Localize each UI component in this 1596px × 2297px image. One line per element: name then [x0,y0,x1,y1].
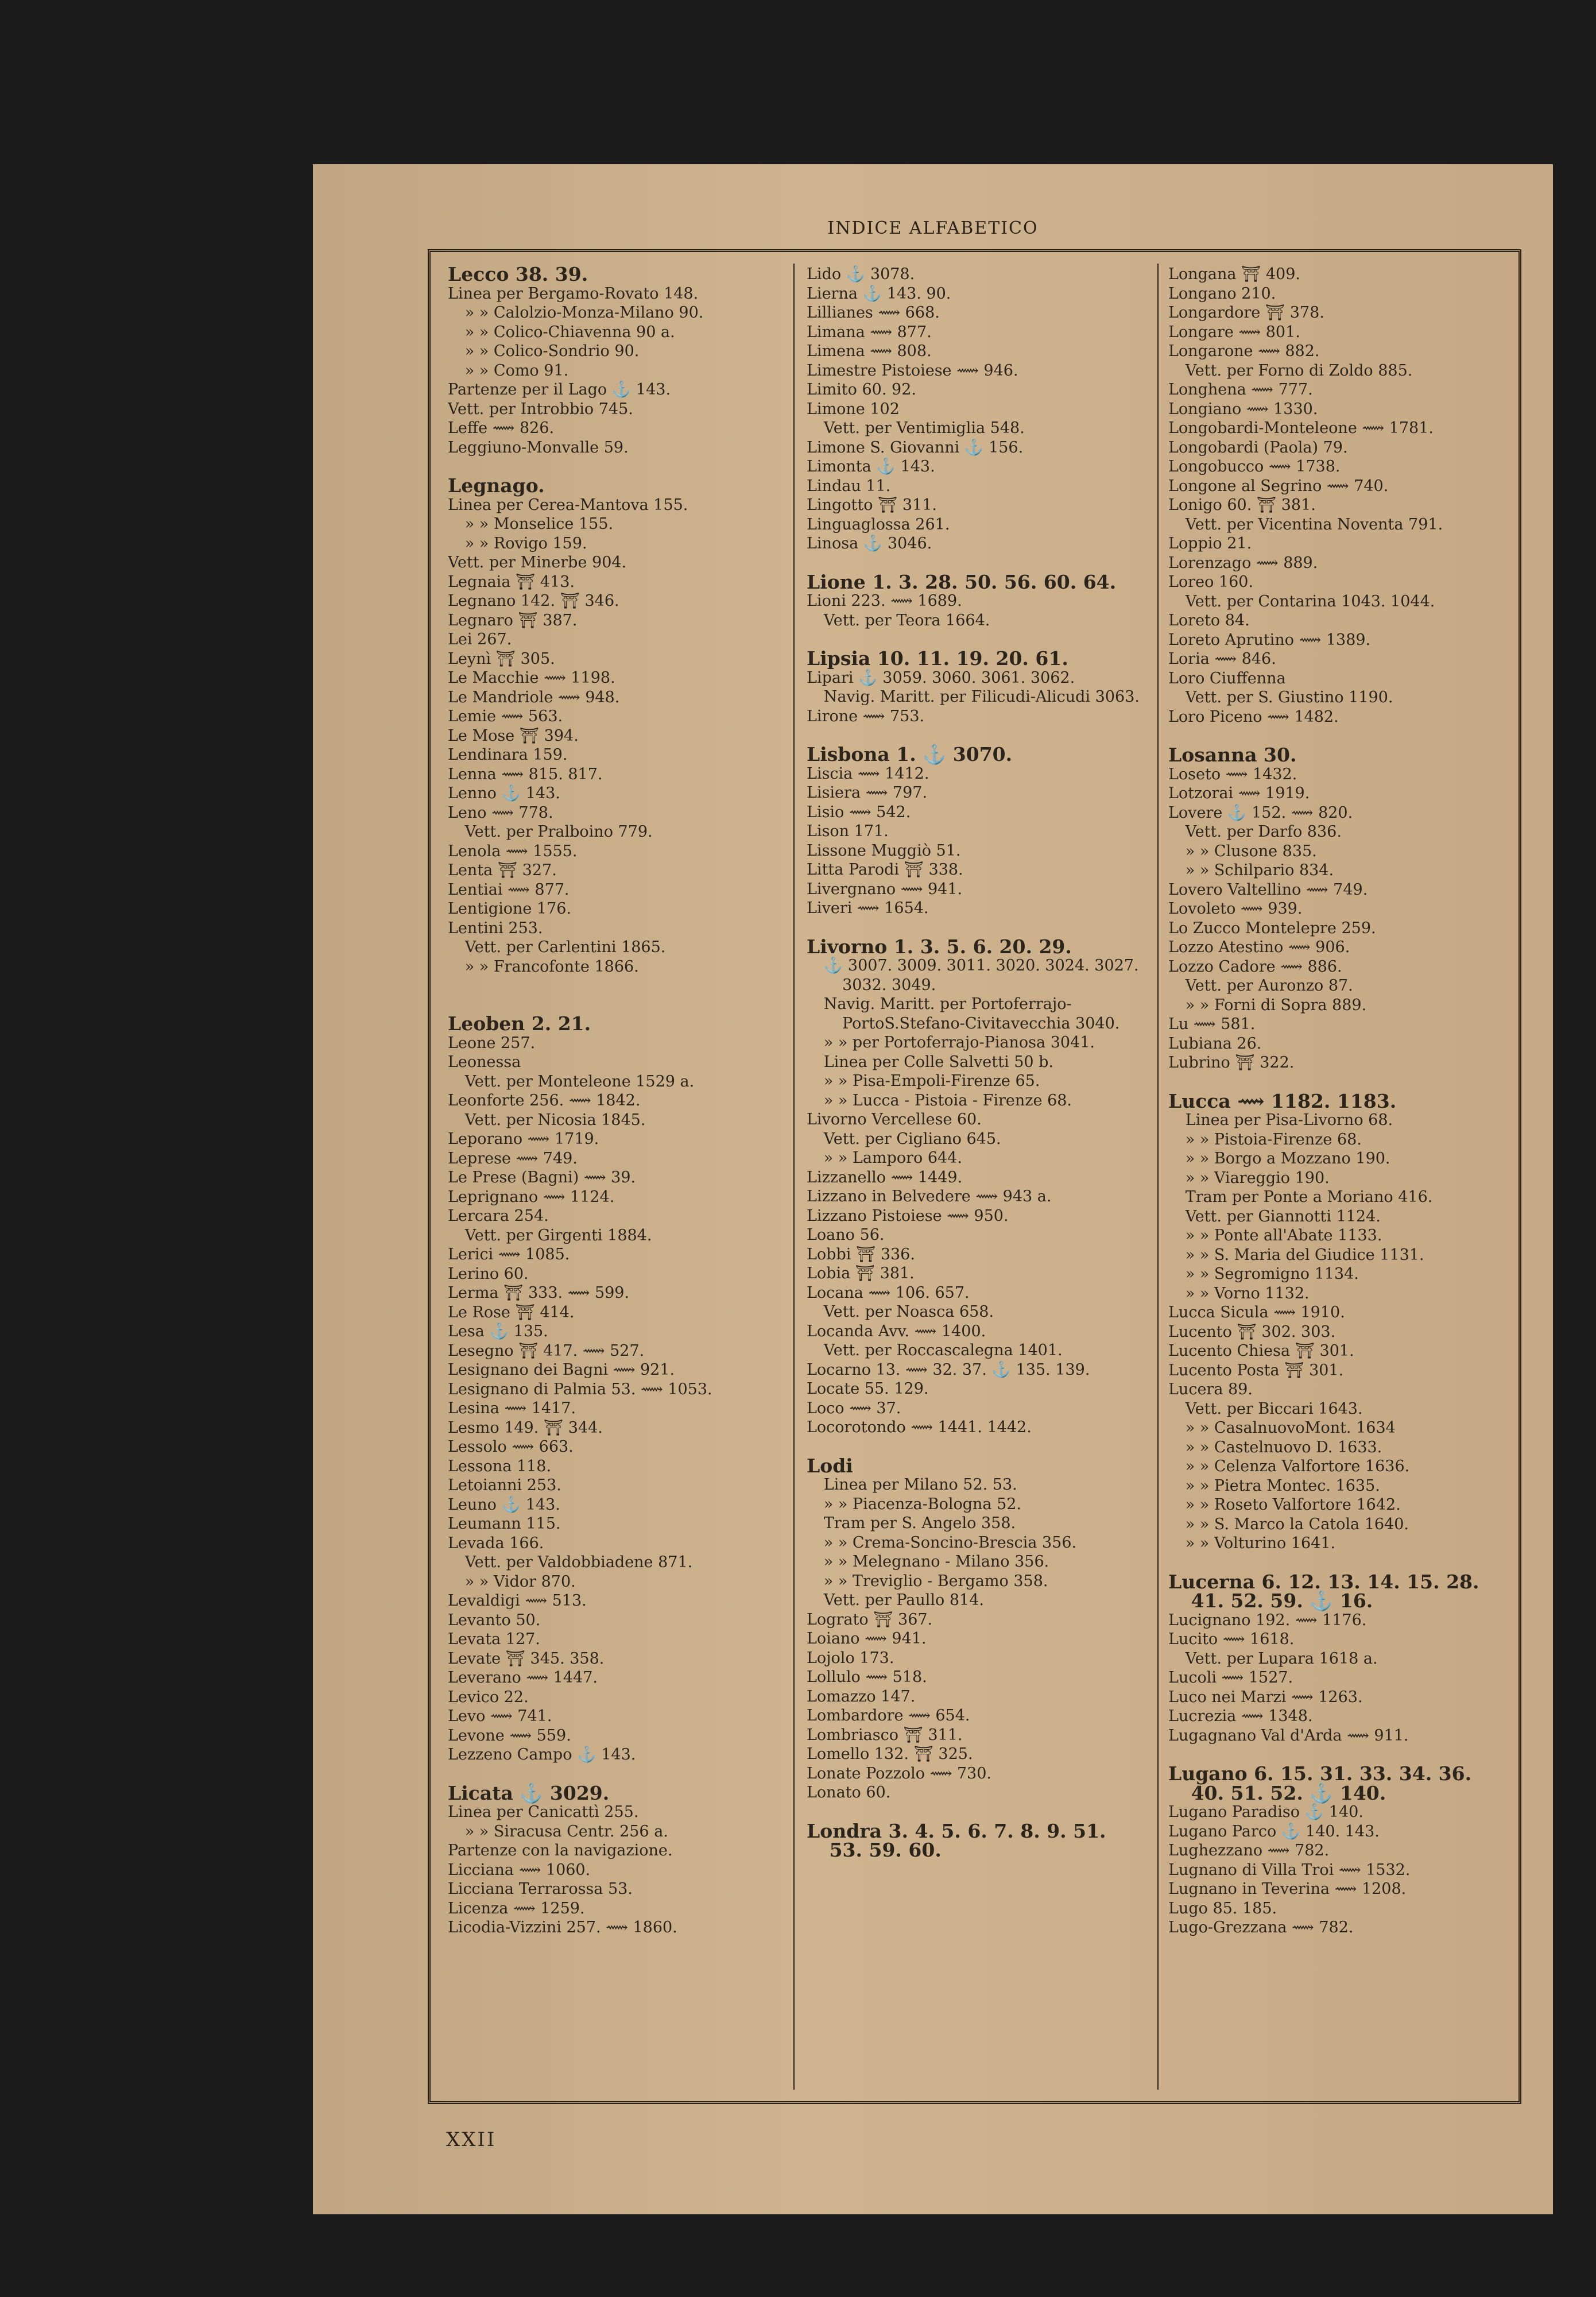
index-entry: Leonforte 256. ⟿ 1842. [448,1092,641,1109]
index-heading: Londra 3. 4. 5. 6. 7. 8. 9. 51. 53. 59. 60. [807,1819,1106,1861]
index-entry: Linguaglossa 261. [807,515,950,533]
index-entry: Lizzano Pistoiese ⟿ 950. [807,1206,1009,1225]
index-subentry: » » Celenza Valfortore 1636. [1185,1457,1410,1475]
index-entry: Lingotto ⛩ 311. [807,496,938,514]
index-subentry: » » Schilpario 834. [1185,861,1334,879]
index-entry: Longana ⛩ 409. [1168,265,1301,283]
index-entry: Lugagnano Val d'Arda ⟿ 911. [1168,1726,1409,1745]
index-entry: Limana ⟿ 877. [807,323,932,341]
index-subentry: » » Clusone 835. [1185,842,1317,860]
index-heading: Licata ⚓ 3029. [448,1781,610,1804]
index-entry: Leporano ⟿ 1719. [448,1130,599,1148]
index-subentry: » » Monselice 155. [464,515,614,533]
index-subentry: » » Viareggio 190. [1185,1169,1330,1187]
index-entry: Lirone ⟿ 753. [807,707,925,725]
index-entry: Lillianes ⟿ 668. [807,304,940,322]
index-entry: Lemie ⟿ 563. [448,707,563,725]
index-subentry: » » S. Marco la Catola 1640. [1185,1515,1409,1533]
index-entry: Lonato 60. [807,1784,891,1801]
index-entry: Lojolo 173. [807,1649,894,1667]
index-entry: Linea per Canicattì 255. [448,1803,639,1821]
index-entry: Le Mose ⛩ 394. [448,726,579,745]
index-entry: Longhena ⟿ 777. [1168,381,1313,399]
index-entry: Lubrino ⛩ 322. [1168,1054,1295,1072]
section-gap [448,976,781,995]
index-entry: Lesegno ⛩ 417. ⟿ 527. [448,1341,645,1360]
index-subentry: » » Pistoia-Firenze 68. [1185,1130,1362,1148]
index-entry: Lugano Paradiso ⚓ 140. [1168,1803,1363,1821]
index-entry: Leuno ⚓ 143. [448,1495,560,1514]
index-entry: Legnaro ⛩ 387. [448,611,578,629]
index-subentry: Vett. per Contarina 1043. 1044. [1185,592,1435,610]
index-frame [428,249,1521,2104]
index-entry: Lugo-Grezzana ⟿ 782. [1168,1919,1354,1936]
index-entry: Litta Parodi ⛩ 338. [807,861,963,879]
index-entry: Levada 166. [448,1534,544,1552]
index-entry: Loppio 21. [1168,535,1252,552]
index-subentry: Vett. per Forno di Zoldo 885. [1185,361,1413,380]
index-entry: Lugo 85. 185. [1168,1899,1277,1917]
index-subentry: Vett. per Paullo 814. [823,1591,984,1609]
index-entry: Loria ⟿ 846. [1168,650,1276,668]
index-entry: Licciana Terrarossa 53. [448,1880,633,1898]
index-subentry: Vett. per Giannotti 1124. [1185,1207,1381,1225]
index-entry: Loco ⟿ 37. [807,1399,901,1417]
index-entry: Lucignano 192. ⟿ 1176. [1168,1611,1367,1629]
index-heading: Lucerna 6. 12. 13. 14. 15. 28. 41. 52. 59. ⚓ 16. [1168,1570,1479,1612]
index-subentry: » » Pisa-Empoli-Firenze 65. [823,1072,1040,1090]
index-subentry: Navig. Maritt. per Portoferrajo-PortoS.Stefano-Civitavecchia 3040. [823,995,1120,1033]
index-entry: Luco nei Marzi ⟿ 1263. [1168,1688,1363,1706]
index-entry: Levone ⟿ 559. [448,1726,571,1745]
index-subentry: Vett. per S. Giustino 1190. [1185,689,1393,706]
index-entry: Lerino 60. [448,1264,529,1283]
index-entry: Loro Ciuffenna [1168,669,1286,687]
index-entry: Longarone ⟿ 882. [1168,342,1320,360]
index-entry: Lei 267. [448,631,512,648]
index-subentry: » » Vidor 870. [464,1572,576,1591]
index-entry: Licenza ⟿ 1259. [448,1899,585,1917]
index-entry: Lenta ⛩ 327. [448,861,557,879]
index-subentry: » » Colico-Sondrio 90. [464,342,640,360]
index-entry: Licciana ⟿ 1060. [448,1861,591,1879]
index-subentry: » » Melegnano - Milano 356. [823,1553,1049,1571]
index-page [313,164,1553,2214]
index-column-3 [1168,265,1507,2091]
index-subentry: » » Piacenza-Bologna 52. [823,1495,1022,1513]
index-subentry: » » Vorno 1132. [1185,1284,1310,1302]
index-entry: Leumann 115. [448,1515,561,1533]
index-entry: Le Macchie ⟿ 1198. [448,669,615,687]
index-entry: Lucento Posta ⛩ 301. [1168,1361,1344,1379]
index-entry: Lozzo Atestino ⟿ 906. [1168,938,1350,956]
index-entry: Lugnano in Teverina ⟿ 1208. [1168,1880,1407,1898]
index-entry: Leprignano ⟿ 1124. [448,1188,615,1206]
index-subentry: » » Roseto Valfortore 1642. [1185,1496,1401,1514]
section-gap [448,457,781,476]
index-entry: Longardore ⛩ 378. [1168,304,1324,322]
index-heading: Lugano 6. 15. 31. 33. 34. 36. 40. 51. 52. ⚓ 140. [1168,1762,1472,1804]
index-entry: Levate ⛩ 345. 358. [448,1649,605,1668]
section-gap [807,726,1145,745]
index-subentry: Vett. per Darfo 836. [1185,823,1342,841]
index-subentry: ⚓ 3007. 3009. 3011. 3020. 3024. 3027. 3032. 3049. [823,957,1139,994]
index-subentry: Vett. per Roccascalegna 1401. [823,1341,1063,1359]
index-entry: Lesa ⚓ 135. [448,1322,548,1340]
index-entry: Leverano ⟿ 1447. [448,1669,598,1687]
index-entry: Longiano ⟿ 1330. [1168,400,1318,418]
index-entry: Lissone Muggiò 51. [807,841,961,860]
index-subentry: » » Rovigo 159. [464,534,587,552]
index-entry: Le Rose ⛩ 414. [448,1303,575,1321]
index-entry: Linea per Bergamo-Rovato 148. [448,284,699,303]
index-subentry: Vett. per Monteleone 1529 a. [464,1072,695,1091]
index-entry: Lesina ⟿ 1417. [448,1399,576,1417]
index-entry: Leno ⟿ 778. [448,803,553,822]
index-entry: Legnano 142. ⛩ 346. [448,592,619,610]
index-heading: Lodi [807,1454,853,1477]
index-entry: Levaldigi ⟿ 513. [448,1592,587,1610]
index-entry: Lucento Chiesa ⛩ 301. [1168,1342,1354,1360]
index-entry: Lucito ⟿ 1618. [1168,1630,1295,1648]
index-entry: Lucoli ⟿ 1527. [1168,1669,1293,1687]
index-entry: Levico 22. [448,1688,529,1706]
index-subentry: » » Treviglio - Bergamo 358. [823,1572,1048,1590]
index-subentry: Linea per Pisa-Livorno 68. [1185,1111,1393,1129]
index-entry: Lucca Sicula ⟿ 1910. [1168,1304,1345,1321]
index-entry: Longobardi-Monteleone ⟿ 1781. [1168,419,1434,437]
index-subentry: » » Como 91. [464,361,569,380]
index-entry: Lomazzo 147. [807,1687,916,1706]
index-subentry: » » Colico-Chiavenna 90 a. [464,323,675,341]
index-entry: Locanda Avv. ⟿ 1400. [807,1322,986,1340]
index-entry: Lombardore ⟿ 654. [807,1707,970,1724]
index-subentry: » » Pietra Montec. 1635. [1185,1476,1380,1495]
index-entry: Lessolo ⟿ 663. [448,1438,574,1456]
index-entry: Lobia ⛩ 381. [807,1264,915,1282]
index-column-1 [448,265,781,2091]
index-subentry: » » Crema-Soncino-Brescia 356. [823,1533,1077,1552]
index-entry: Lindau 11. [807,477,891,495]
index-entry: Lipari ⚓ 3059. 3060. 3061. 3062. [807,668,1075,687]
index-entry: Loreto 84. [1168,612,1250,629]
index-subentry: Vett. per Noasca 658. [823,1303,994,1321]
index-entry: Limito 60. 92. [807,381,916,399]
index-entry: Legnaia ⛩ 413. [448,573,575,591]
index-entry: Lubiana 26. [1168,1034,1262,1053]
index-entry: Lizzanello ⟿ 1449. [807,1168,963,1186]
index-entry: Levanto 50. [448,1611,541,1629]
index-entry: Lentiai ⟿ 877. [448,880,570,899]
index-entry: Lovero Valtellino ⟿ 749. [1168,880,1368,899]
index-entry: Lisio ⟿ 542. [807,803,911,821]
index-entry: Longano 210. [1168,284,1276,303]
index-subentry: » » Francofonte 1866. [464,957,639,976]
index-entry: Le Prese (Bagni) ⟿ 39. [448,1169,636,1186]
index-subentry: Vett. per Biccari 1643. [1185,1399,1363,1418]
index-entry: Lo Zucco Montelepre 259. [1168,919,1376,937]
index-subentry: » » per Portoferrajo-Pianosa 3041. [823,1034,1095,1051]
index-heading: Lecco 38. 39. [448,265,588,285]
index-heading: Losanna 30. [1168,744,1297,766]
index-subentry: Vett. per Auronzo 87. [1185,977,1353,995]
section-gap [448,995,781,1014]
page-header: INDICE ALFABETICO [827,218,1039,238]
column-divider [1157,264,1159,2090]
index-entry: Lendinara 159. [448,746,568,764]
index-entry: Lomello 132. ⛩ 325. [807,1745,973,1763]
index-entry: Loiano ⟿ 941. [807,1630,927,1648]
index-entry: Le Mandriole ⟿ 948. [448,688,620,706]
index-entry: Limone 102 [807,400,900,418]
index-entry: Lugnano di Villa Troi ⟿ 1532. [1168,1861,1411,1879]
index-entry: Leggiuno-Monvalle 59. [448,438,629,457]
index-entry: Lozzo Cadore ⟿ 886. [1168,957,1342,976]
index-entry: Lenno ⚓ 143. [448,784,560,802]
index-subentry: Vett. per Valdobbiadene 871. [464,1553,693,1571]
index-entry: Lucera 89. [1168,1380,1253,1398]
index-subentry: Vett. per Lupara 1618 a. [1185,1649,1378,1668]
index-column-2 [807,265,1145,2091]
index-subentry: Vett. per Vicentina Noventa 791. [1185,515,1443,533]
index-entry: Licodia-Vizzini 257. ⟿ 1860. [448,1919,677,1936]
index-entry: Vett. per Introbbio 745. [448,400,633,418]
section-gap [807,1803,1145,1822]
index-heading: Lisbona 1. ⚓ 3070. [807,743,1013,765]
index-entry: Levata 127. [448,1630,540,1648]
index-entry: Lucrezia ⟿ 1348. [1168,1707,1313,1725]
section-gap [1168,1553,1507,1572]
index-entry: Leynì ⛩ 305. [448,649,555,668]
index-entry: Partenze con la navigazione. [448,1842,673,1859]
index-subentry: Linea per Colle Salvetti 50 b. [823,1053,1053,1071]
index-subentry: Tram per S. Angelo 358. [823,1514,1016,1532]
index-entry: Limena ⟿ 808. [807,342,932,360]
index-entry: Liveri ⟿ 1654. [807,899,929,917]
index-entry: Lughezzano ⟿ 782. [1168,1842,1330,1859]
section-gap [1168,726,1507,745]
index-entry: Lesmo 149. ⛩ 344. [448,1418,603,1437]
index-entry: Lu ⟿ 581. [1168,1015,1256,1033]
index-entry: Lonate Pozzolo ⟿ 730. [807,1764,991,1782]
index-entry: Lenola ⟿ 1555. [448,842,578,860]
index-entry: Limonta ⚓ 143. [807,458,935,475]
index-entry: Lorenzago ⟿ 889. [1168,554,1318,572]
index-heading: Lione 1. 3. 28. 50. 56. 60. 64. [807,570,1117,593]
index-entry: Lierna ⚓ 143. 90. [807,284,951,303]
index-entry: Locate 55. 129. [807,1380,929,1398]
index-entry: Longobucco ⟿ 1738. [1168,458,1341,475]
index-entry: Loreo 160. [1168,573,1254,591]
index-subentry: Vett. per Girgenti 1884. [464,1226,652,1244]
index-subentry: » » Siracusa Centr. 256 a. [464,1822,668,1840]
index-entry: Leprese ⟿ 749. [448,1149,578,1167]
index-entry: Lerma ⛩ 333. ⟿ 599. [448,1284,630,1302]
index-entry: Lesignano di Palmia 53. ⟿ 1053. [448,1380,712,1398]
index-entry: Longobardi (Paola) 79. [1168,438,1348,457]
index-entry: Lucento ⛩ 302. 303. [1168,1322,1336,1341]
section-gap [448,1765,781,1784]
index-entry: Lonigo 60. ⛩ 381. [1168,496,1316,514]
index-entry: Lizzano in Belvedere ⟿ 943 a. [807,1188,1052,1205]
index-entry: Linea per Cerea-Mantova 155. [448,496,688,514]
index-heading: Lipsia 10. 11. 19. 20. 61. [807,647,1068,670]
column-divider [793,264,795,2090]
index-entry: Leonessa [448,1053,521,1071]
index-subentry: » » Calolzio-Monza-Milano 90. [464,304,704,322]
index-entry: Locarno 13. ⟿ 32. 37. ⚓ 135. 139. [807,1360,1090,1379]
section-gap [807,1437,1145,1456]
index-entry: Lograto ⛩ 367. [807,1610,933,1629]
index-entry: Liscia ⟿ 1412. [807,764,929,783]
index-subentry: Vett. per Cigliano 645. [823,1130,1001,1148]
index-entry: Lentini 253. [448,919,543,937]
index-entry: Lenna ⟿ 815. 817. [448,765,603,783]
index-entry: Lentigione 176. [448,900,572,918]
index-entry: Leone 257. [448,1034,536,1052]
index-entry: Lollulo ⟿ 518. [807,1668,927,1686]
index-entry: Lezzeno Campo ⚓ 143. [448,1746,636,1764]
index-subentry: » » Forni di Sopra 889. [1185,996,1367,1014]
index-subentry: » » CasalnuovoMont. 1634 [1185,1419,1396,1437]
index-subentry: Linea per Milano 52. 53. [823,1476,1017,1494]
index-entry: Lido ⚓ 3078. [807,265,915,283]
index-entry: Lovere ⚓ 152. ⟿ 820. [1168,803,1353,822]
index-entry: Limone S. Giovanni ⚓ 156. [807,438,1024,457]
section-gap [807,554,1145,573]
index-heading: Lucca ⟿ 1182. 1183. [1168,1089,1397,1112]
index-subentry: » » Volturino 1641. [1185,1534,1336,1552]
index-entry: Loro Piceno ⟿ 1482. [1168,707,1339,726]
index-entry: Loano 56. [807,1226,885,1244]
page-number: XXII [446,2128,497,2151]
index-entry: Livergnano ⟿ 941. [807,880,963,898]
index-entry: Locorotondo ⟿ 1441. 1442. [807,1418,1032,1436]
index-entry: Longone al Segrino ⟿ 740. [1168,477,1389,495]
index-entry: Lesignano dei Bagni ⟿ 921. [448,1361,675,1379]
index-entry: Locana ⟿ 106. 657. [807,1283,970,1302]
index-heading: Livorno 1. 3. 5. 6. 20. 29. [807,935,1072,958]
index-entry: Loseto ⟿ 1432. [1168,765,1297,783]
section-gap [1168,1745,1507,1764]
index-entry: Lerici ⟿ 1085. [448,1246,570,1263]
index-entry: Lessona 118. [448,1457,552,1475]
section-gap [807,630,1145,649]
index-subentry: » » Lamporo 644. [823,1149,962,1167]
index-entry: Lotzorai ⟿ 1919. [1168,784,1310,802]
index-subentry: Tram per Ponte a Moriano 416. [1185,1188,1433,1206]
index-entry: Lovoleto ⟿ 939. [1168,900,1303,918]
index-subentry: » » Castelnuovo D. 1633. [1185,1438,1382,1456]
index-heading: Leoben 2. 21. [448,1012,591,1035]
index-subentry: Vett. per Carlentini 1865. [464,938,666,956]
index-entry: Longare ⟿ 801. [1168,323,1300,341]
index-entry: Vett. per Minerbe 904. [448,554,627,571]
index-subentry: Vett. per Ventimiglia 548. [823,419,1025,437]
index-entry: Limestre Pistoiese ⟿ 946. [807,361,1018,380]
index-entry: Lugano Parco ⚓ 140. 143. [1168,1822,1380,1840]
index-entry: Levo ⟿ 741. [448,1707,552,1725]
index-subentry: Navig. Maritt. per Filicudi-Alicudi 3063. [823,688,1140,706]
index-subentry: Vett. per Nicosia 1845. [464,1111,646,1129]
index-entry: Livorno Vercellese 60. [807,1111,982,1128]
index-subentry: Vett. per Pralboino 779. [464,823,653,841]
index-entry: Loreto Aprutino ⟿ 1389. [1168,631,1371,649]
index-entry: Lercara 254. [448,1207,549,1225]
index-subentry: » » Segromigno 1134. [1185,1265,1359,1283]
index-subentry: Vett. per Teora 1664. [823,611,990,629]
index-entry: Lison 171. [807,822,889,840]
index-entry: Lombriasco ⛩ 311. [807,1726,963,1744]
index-subentry: » » S. Maria del Giudice 1131. [1185,1246,1424,1264]
index-heading: Legnago. [448,474,545,497]
index-entry: Leffe ⟿ 826. [448,419,555,437]
index-entry: Lobbi ⛩ 336. [807,1245,915,1263]
index-entry: Linosa ⚓ 3046. [807,535,932,552]
index-subentry: » » Ponte all'Abate 1133. [1185,1227,1382,1244]
section-gap [807,918,1145,937]
index-subentry: » » Borgo a Mozzano 190. [1185,1150,1390,1167]
index-entry: Lioni 223. ⟿ 1689. [807,592,962,610]
index-entry: Partenze per il Lago ⚓ 143. [448,381,671,399]
index-subentry: » » Lucca - Pistoia - Firenze 68. [823,1091,1072,1109]
index-entry: Letoianni 253. [448,1476,561,1494]
index-entry: Lisiera ⟿ 797. [807,784,928,802]
section-gap [1168,1073,1507,1092]
